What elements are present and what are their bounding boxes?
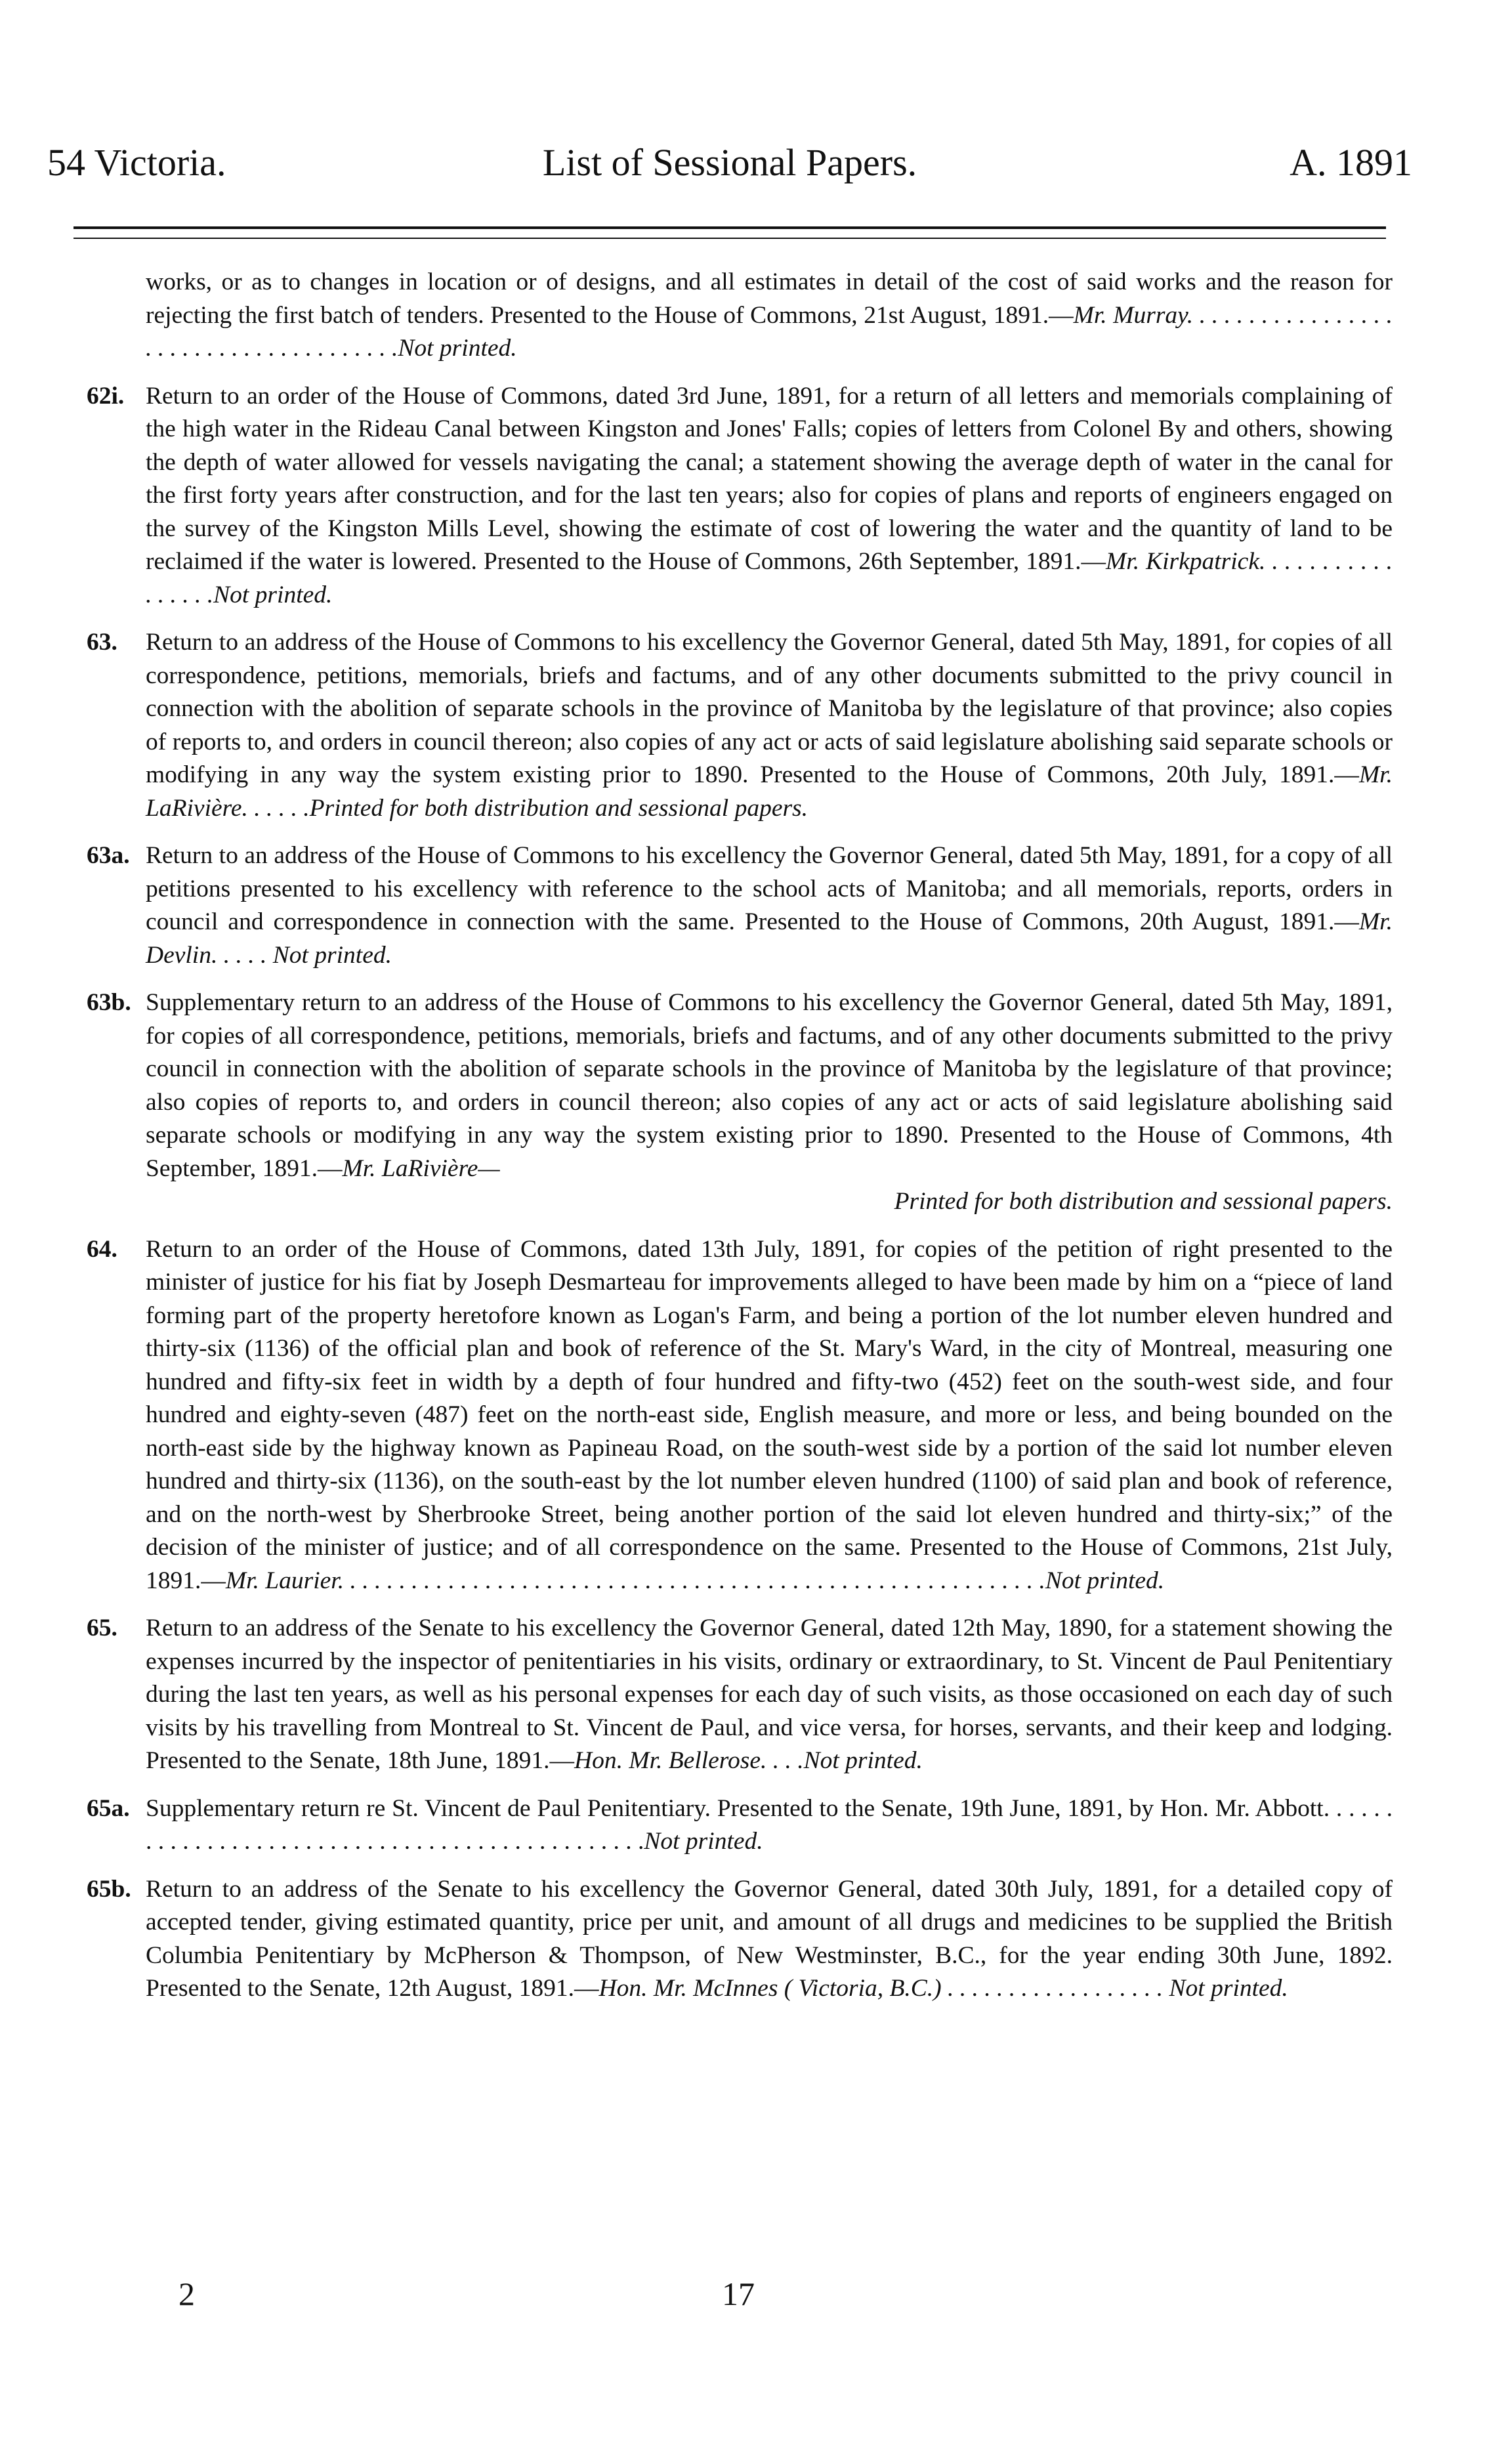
plate-number: 2 <box>178 2275 195 2312</box>
paper-description: Supplementary return to an address of the House of Commons to his excellency the Governor General, dated 5th May, 1891, for copies of all correspondence, petitions, memorials, briefs and factums, and of any other documents submitted to the privy council in connection with the abolition of separate schools in the province of Manitoba by the legislature of that province; also copies of reports to, and orders in council thereon; also copies of any act or acts of said legislature abolishing said separate schools or modifying in any way the system existing prior to 1890. Presented to the House of Commons, 4th September, 1891.— <box>146 989 1393 1182</box>
paper-description: Supplementary return re St. Vincent de Paul Penitentiary. Presented to the Senate, 19th June, 1891, by Hon. Mr. Abbott. . . . . . . . . . . . . . . . . . . . . . . . . . . . . . . . . . . . . . . . . . . . . . . <box>146 1794 1393 1855</box>
paper-description: works, or as to changes in location or of designs, and all estimates in detail of the cost of said works and the reason for rejecting the first batch of tenders. Presented to the House of Commons, 21st August, 1891.— <box>146 268 1393 329</box>
header-rule-thick <box>74 226 1386 229</box>
paper-mover-status: Mr. Kirkpatrick. . . . . . . . . . . . . . . . .Not printed. <box>146 548 1393 608</box>
list-item <box>87 380 1393 612</box>
paper-mover-status: Mr. LaRivière. . . . . .Printed for both distribution and sessional papers. <box>146 761 1393 822</box>
paper-number: 63. <box>87 629 117 656</box>
list-item <box>87 1233 1393 1598</box>
header-rule-thin <box>74 238 1386 239</box>
paper-description: Return to an address of the Senate to his excellency the Governor General, dated 30th July, 1891, for a detailed copy of accepted tender, giving estimated quantity, price per unit, and amount of all drugs and medicines to be supplied the British Columbia Penitentiary by McPherson & Thompson, of New Westminster, B.C., for the year ending 30th June, 1892. Presented to the Senate, 12th August, 1891.— <box>146 1875 1393 2002</box>
paper-mover-status: Mr. Laurier. . . . . . . . . . . . . . . . . . . . . . . . . . . . . . . . . . . . . . . . . . . . . . . . . . . . . . . . . .Not printed. <box>225 1567 1165 1594</box>
paper-status: Printed for both distribution and sessional papers. <box>894 1188 1393 1215</box>
paper-description: Return to an order of the House of Commons, dated 13th July, 1891, for copies of the petition of right presented to the minister of justice for his fiat by Joseph Desmarteau for improvements alleged to have been made by him on a “piece of land forming part of the property heretofore known as Logan's Farm, and being a portion of the lot number eleven hundred and thirty-six (1136) of the official plan and book of reference of the St. Mary's Ward, in the city of Montreal, measuring one hundred and fifty-six feet in width by a depth of four hundred and fifty-two (452) feet on the south-west side, and four hundred and eighty-seven (487) feet on the north-east side, English measure, and more or less, and being bounded on the north-east side by the highway known as Papineau Road, on the south-west side by a portion of the said lot number eleven hundred and thirty-six (1136), on the south-east by the lot number eleven hundred (1100) of said plan and book of reference, and on the north-west by Sherbrooke Street, being another portion of the said lot eleven hundred and thirty-six;” of the decision of the minister of justice; and of all correspondence on the same. Presented to the House of Commons, 21st July, 1891.— <box>146 1235 1393 1594</box>
paper-status: Not printed. <box>644 1828 763 1855</box>
paper-number: 63a. <box>87 842 130 869</box>
paper-mover-status: Mr. Murray. . . . . . . . . . . . . . . . . . . . . . . . . . . . . . . . . . . . . .Not printed. <box>146 301 1393 362</box>
paper-number: 63b. <box>87 989 131 1016</box>
sessional-papers-list <box>87 266 1393 2020</box>
running-header <box>47 140 1412 193</box>
paper-mover-status: Mr. Devlin. . . . . Not printed. <box>146 908 1393 969</box>
list-item <box>87 1873 1393 2006</box>
paper-description: Return to an address of the House of Commons to his excellency the Governor General, dated 5th May, 1891, for copies of all correspondence, petitions, memorials, briefs and factums, and of any other documents submitted to the privy council in connection with the abolition of separate schools in the province of Manitoba by the legislature of that province; also copies of reports to, and orders in council thereon; also copies of any act or acts of said legislature abolishing said separate schools or modifying in any way the system existing prior to 1890. Presented to the House of Commons, 20th July, 1891.— <box>146 629 1393 788</box>
paper-number: 64. <box>87 1235 117 1263</box>
list-item <box>87 1792 1393 1859</box>
list-item <box>87 839 1393 972</box>
paper-description: Return to an address of the Senate to his excellency the Governor General, dated 12th May, 1890, for a statement showing the expenses incurred by the inspector of penitentiaries in his visits, ordinary or extraordinary, to St. Vincent de Paul Penitentiary during the last ten years, as well as his personal expenses for each day of such visits, as those occasioned on each day of such visits by his travelling from Montreal to St. Vincent de Paul, and vice versa, for horses, servants, and their keep and lodging. Presented to the Senate, 18th June, 1891.— <box>146 1615 1393 1774</box>
paper-mover: Mr. LaRivière— <box>342 1154 500 1182</box>
paper-mover-status: Hon. Mr. McInnes ( Victoria, B.C.) . . . . . . . . . . . . . . . . . . Not printed. <box>598 1975 1288 2002</box>
header-title: List of Sessional Papers. <box>542 141 917 184</box>
list-item <box>87 626 1393 825</box>
header-year-right: A. 1891 <box>1290 141 1412 184</box>
list-item <box>87 266 1393 366</box>
header-year-left: 54 Victoria. <box>47 141 226 184</box>
paper-description: Return to an order of the House of Commons, dated 3rd June, 1891, for a return of all letters and memorials complaining of the high water in the Rideau Canal between Kingston and Jones' Falls; copies of letters from Colonel By and others, showing the depth of water allowed for vessels navigating the canal; a statement showing the average depth of water in the canal for the first forty years after construction, and for the last ten years; also for copies of plans and reports of engineers engaged on the survey of the Kingston Mills Level, showing the estimate of cost of lowering the water and the quantity of land to be reclaimed if the water is lowered. Presented to the House of Commons, 26th September, 1891.— <box>146 382 1393 575</box>
list-item <box>87 986 1393 1219</box>
paper-number: 65b. <box>87 1875 131 1903</box>
paper-number: 62i. <box>87 382 125 410</box>
paper-mover-status: Hon. Mr. Bellerose. . . .Not printed. <box>574 1747 923 1774</box>
paper-number: 65a. <box>87 1794 130 1822</box>
page-number: 17 <box>722 2275 755 2312</box>
paper-number: 65. <box>87 1615 117 1641</box>
paper-description: Return to an address of the House of Commons to his excellency the Governor General, dated 5th May, 1891, for a copy of all petitions presented to his excellency with reference to the school acts of Manitoba; and all memorials, reports, orders in council and correspondence in connection with the same. Presented to the House of Commons, 20th August, 1891.— <box>146 842 1393 935</box>
list-item <box>87 1612 1393 1778</box>
